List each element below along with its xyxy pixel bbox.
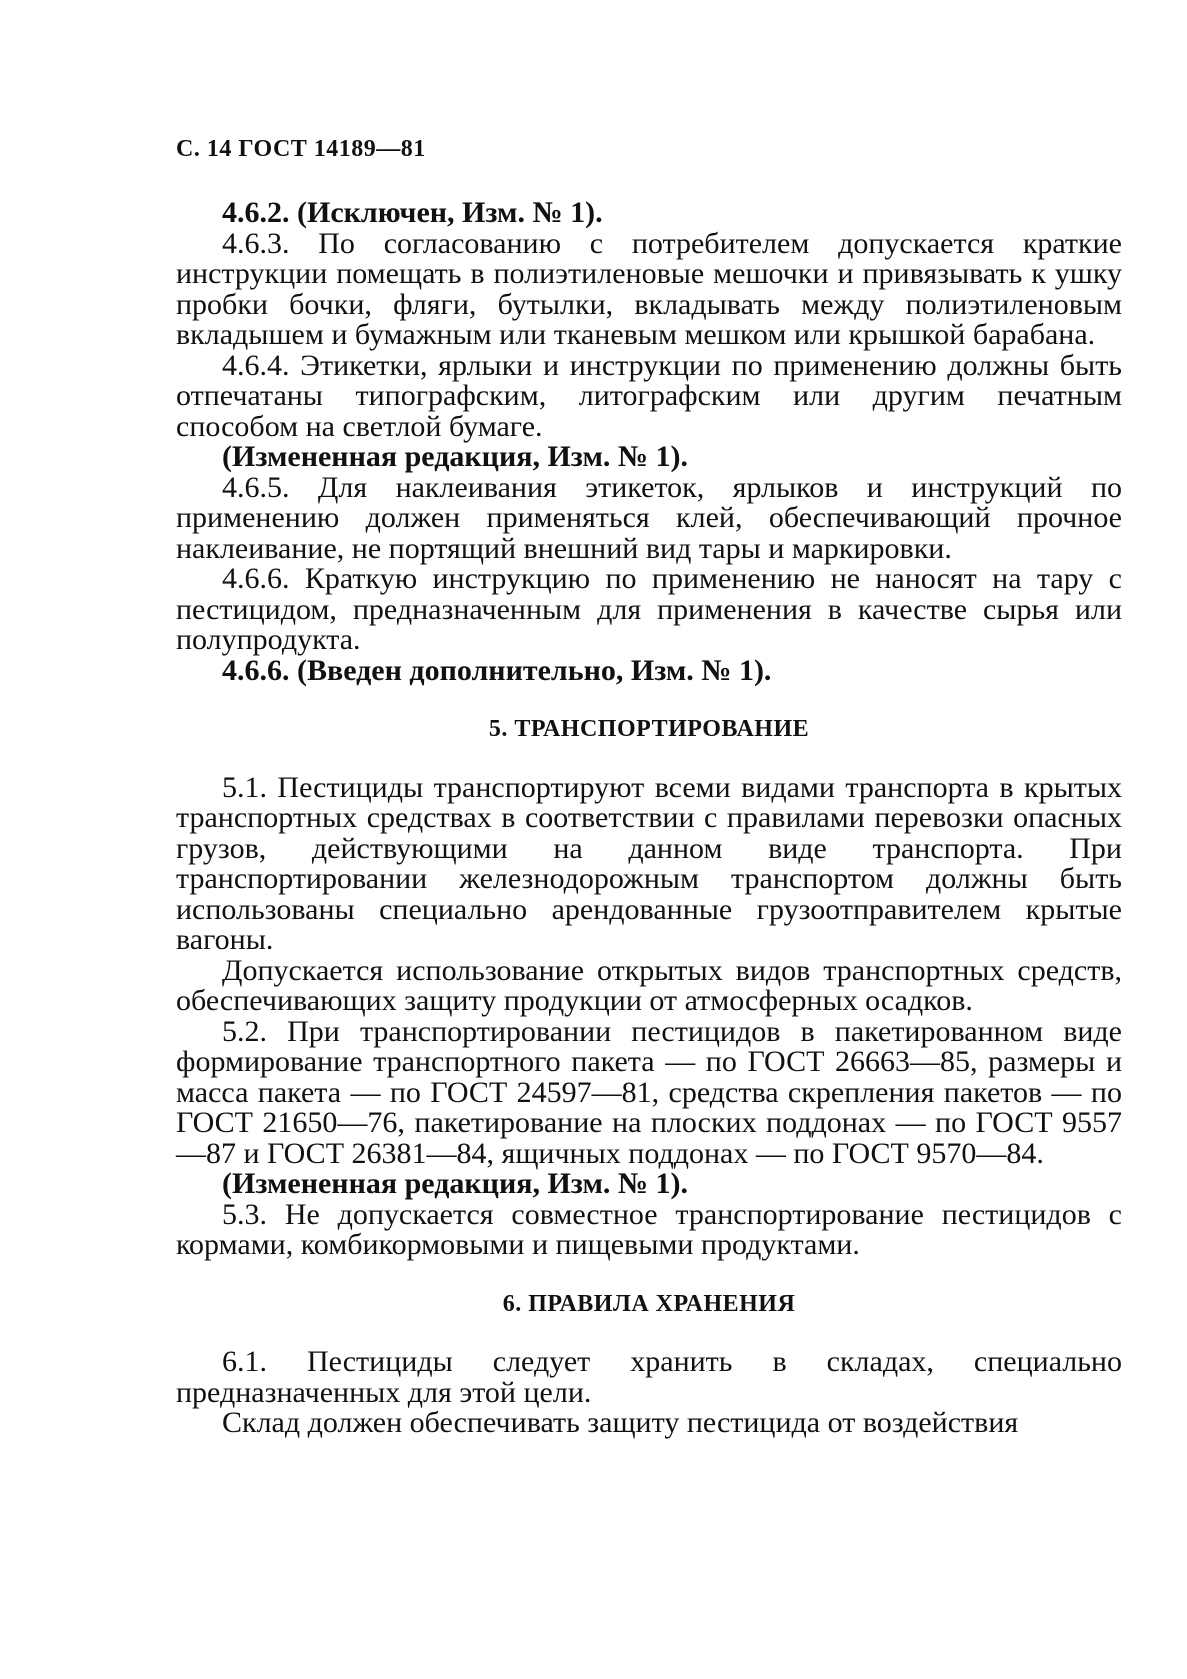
paragraph-4-6-6: 4.6.6. Краткую инструкцию по применению не наносят на тару с пестицидом, предназначенным для применения в качестве сырья или полупродукта. xyxy=(176,562,1122,656)
paragraph-6-1: 6.1. Пестициды следует хранить в складах, специально предназначенных для этой цели. xyxy=(176,1345,1122,1409)
page-header: С. 14 ГОСТ 14189—81 xyxy=(176,136,426,162)
paragraph-4-6-4: 4.6.4. Этикетки, ярлыки и инструкции по применению должны быть отпечатаны типографским, литографским или другим печатным способом на светлой бумаге. xyxy=(176,348,1122,443)
paragraph-5-1-continued: Допускается использование открытых видов транспортных средств, обеспечивающих защиту продукции от атмосферных осадков. xyxy=(176,953,1122,1017)
section-heading-storage-rules: 6. ПРАВИЛА ХРАНЕНИЯ xyxy=(502,1290,796,1317)
section-heading-transportation: 5. ТРАНСПОРТИРОВАНИЕ xyxy=(488,716,810,742)
document-body xyxy=(176,198,1122,1439)
amendment-note: (Измененная редакция, Изм. № 1). xyxy=(222,440,689,473)
paragraph-5-1: 5.1. Пестициды транспортируют всеми видами транспорта в крытых транспортных средствах в соответствии с правилами перевозки опасных грузов, действующими на данном виде транспорта. При транспортировании железнодорожным транспортом должны быть использованы специально арендованные грузоотправителем крытые вагоны. xyxy=(176,770,1122,956)
paragraph-6-1-continued: Склад должен обеспечивать защиту пестицида от воздействия xyxy=(222,1406,1019,1439)
amendment-note: (Измененная редакция, Изм. № 1). xyxy=(222,1167,689,1200)
amendment-note: 4.6.6. (Введен дополнительно, Изм. № 1). xyxy=(222,653,772,687)
paragraph-4-6-5: 4.6.5. Для наклеивания этикеток, ярлыков и инструкций по применению должен применяться клей, обеспечивающий прочное наклеивание, не портящий внешний вид тары и маркировки. xyxy=(176,470,1122,565)
paragraph-5-2: 5.2. При транспортировании пестицидов в пакетированном виде формирование транспортного пакета — по ГОСТ 26663—85, размеры и масса пакета — по ГОСТ 24597—81, средства скрепления пакетов — по ГОСТ 21650—76, пакетирование на плоских поддонах — по ГОСТ 9557—87 и ГОСТ 26381—84, ящичных поддонах — по ГОСТ 9570—84. xyxy=(176,1014,1122,1170)
paragraph-4-6-2: 4.6.2. (Исключен, Изм. № 1). xyxy=(222,196,603,229)
paragraph-5-3: 5.3. Не допускается совместное транспортирование пестицидов с кормами, комбикормовыми и пищевыми продуктами. xyxy=(176,1197,1122,1261)
paragraph-4-6-3: 4.6.3. По согласованию с потребителем допускается краткие инструкции помещать в полиэтиленовые мешочки и привязывать к ушку пробки бочки, фляги, бутылки, вкладывать между полиэтиленовым вкладышем и бумажным или тканевым мешком или крышкой барабана. xyxy=(176,226,1122,351)
